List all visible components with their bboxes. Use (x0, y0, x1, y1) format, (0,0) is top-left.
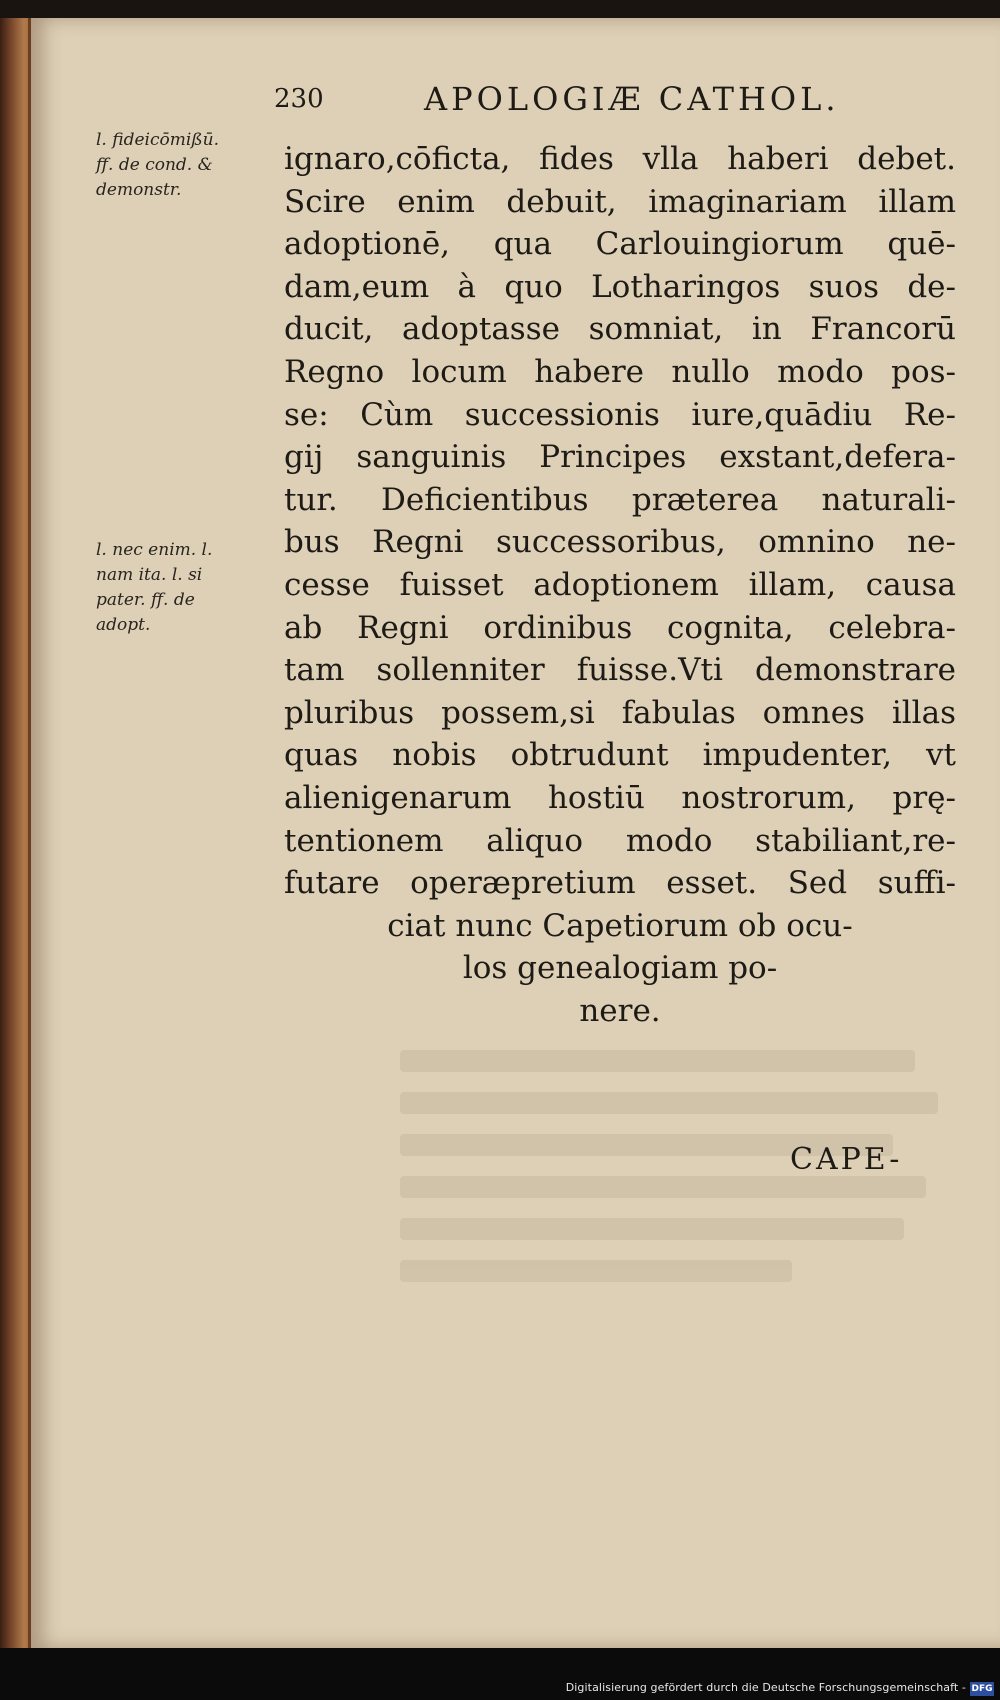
text-line: ab Regni ordinibus cognita, celebra- (284, 609, 956, 646)
text-line: dam,eum à quo Lotharingos suos de- (284, 268, 956, 305)
text-line: tur. Deficientibus præterea naturali- (284, 481, 956, 518)
running-head-title: APOLOGIÆ CATHOL. (424, 80, 840, 118)
margin-note-1 (96, 128, 276, 203)
page-number: 230 (274, 84, 324, 114)
margin-note-line: l. fideicōmißū. (96, 130, 219, 150)
dfg-logo: DFG (971, 1684, 993, 1694)
text-line: Scire enim debuit, imaginariam illam (284, 183, 956, 220)
text-line: bus Regni successoribus, omnino ne- (284, 524, 956, 561)
text-line: futare operæpretium esset. Sed suffi- (284, 865, 956, 902)
margin-note-line: ff. de cond. & (96, 155, 213, 175)
text-line: tam sollenniter fuisse.Vti demonstrare (284, 652, 956, 689)
text-line: alienigenarum hostiū nostrorum, prę- (284, 779, 956, 816)
margin-note-line: l. nec enim. l. (96, 540, 213, 560)
text-line: Regno locum habere nullo modo pos- (284, 353, 956, 390)
text-line: se: Cùm successionis iure,quādiu Re- (284, 396, 956, 433)
body-text (284, 138, 956, 1032)
footer-band (0, 1648, 1000, 1700)
text-line: adoptionē, qua Carlouingiorum quē- (284, 226, 956, 263)
catchword: CAPE- (790, 1142, 903, 1177)
margin-note-line: adopt. (96, 615, 151, 635)
text-line: los genealogiam po- (462, 950, 778, 987)
text-line: tentionem aliquo modo stabiliant,re- (284, 822, 956, 859)
margin-note-2 (96, 538, 276, 638)
running-head (274, 80, 914, 130)
text-line: pluribus possem,si fabulas omnes illas (284, 694, 956, 731)
margin-note-line: demonstr. (96, 180, 182, 200)
show-through-text (400, 1050, 960, 1350)
margin-note-line: nam ita. l. si (96, 565, 203, 585)
digitization-credit: Digitalisierung gefördert durch die Deutsche Forschungsgemeinschaft - (565, 1681, 966, 1694)
text-line: nere. (579, 992, 661, 1029)
text-line: quas nobis obtrudunt impudenter, vt (284, 737, 956, 774)
margin-note-line: pater. ff. de (96, 590, 195, 610)
text-line: ignaro,cōficta, fides vlla haberi debet. (284, 141, 956, 177)
text-line: gij sanguinis Principes exstant,defera- (284, 439, 956, 476)
text-line: cesse fuisset adoptionem illam, causa (284, 566, 956, 603)
text-line: ciat nunc Capetiorum ob ocu- (387, 907, 853, 944)
text-line: ducit, adoptasse somniat, in Francorū (284, 311, 956, 348)
